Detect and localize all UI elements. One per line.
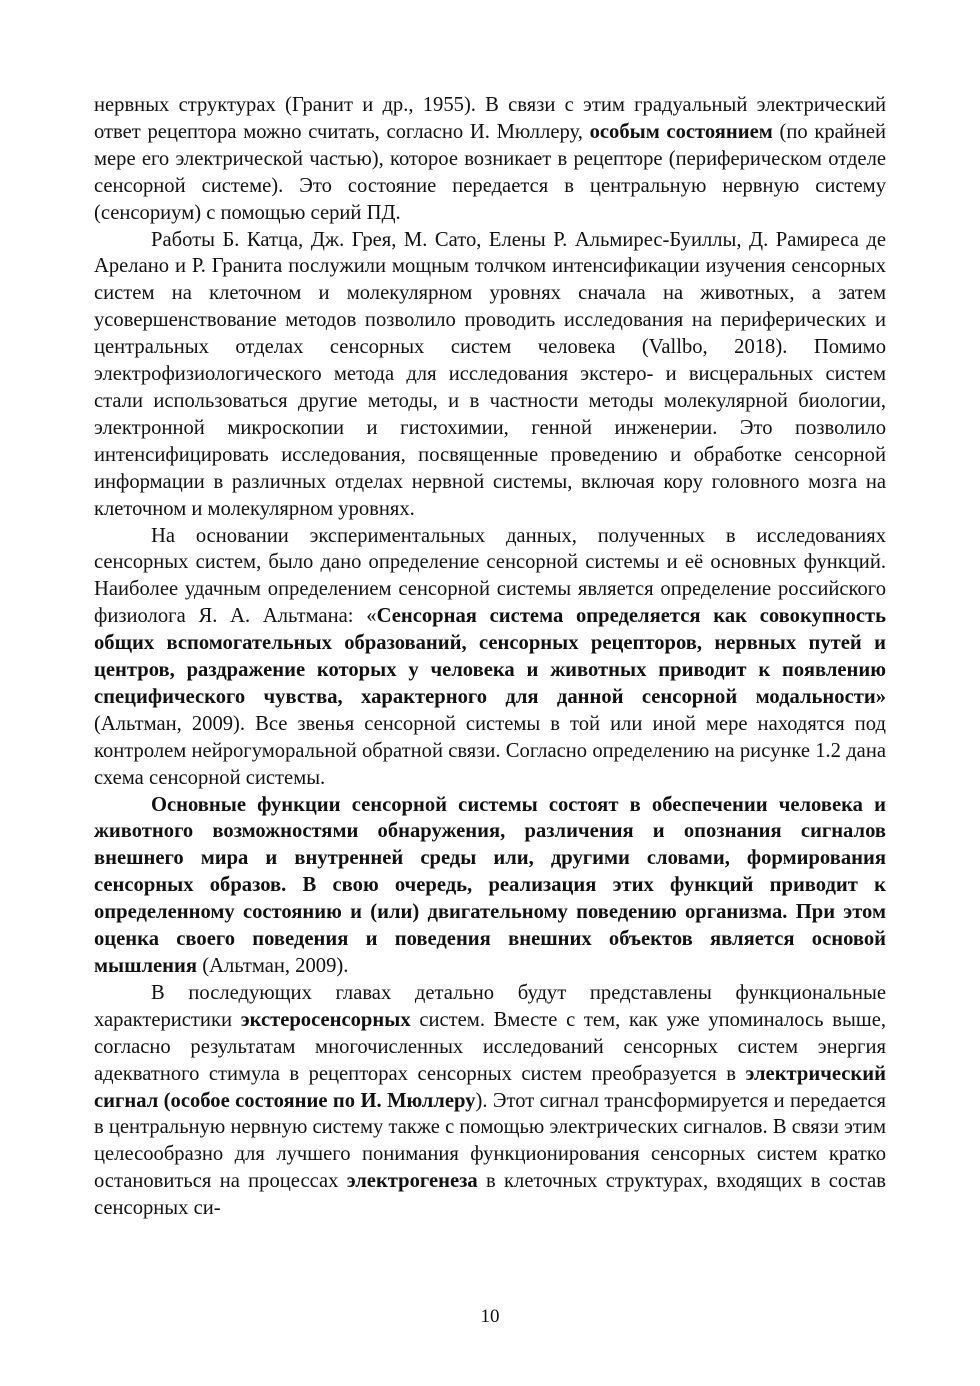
text-run: систем. Вместе с тем, как уже упоминалось выше, согласно результатам многочисленных исследований сенсорных систем энергия адекватного стимула в рецепторах сенсорных систем преобразуется в bbox=[94, 1008, 886, 1085]
page-number: 10 bbox=[480, 1306, 500, 1327]
bold-text-run: Основные функции сенсорной системы состоят в обеспечении человека и животного возможностями обнаружения, различения и опознания сигналов внешнего мира и внутренней среды или, другими словами, формирования сенсорных образов. В свою очередь, реализация этих функций приводит к определенному состоянию и (или) двигательному поведению организма. При этом оценка своего поведения и поведения внешних объектов является основой мышления bbox=[94, 793, 886, 977]
text-run: (Альтман, 2009). bbox=[197, 955, 349, 977]
paragraph-3 bbox=[94, 523, 886, 792]
text-run: Работы Б. Катца, Дж. Грея, М. Сато, Елены Р. Альмирес-Буиллы, Д. Рамиреса де Арелано и Р. Гранита послужили мощным толчком интенсификации изучения сенсорных систем на клеточном и молекулярном уровнях сначала на животных, а затем усовершенствование методов позволило проводить исследования на периферических и центральных отделах сенсорных систем человека (Vallbo, 2018). Помимо электрофизиологического метода для исследования экстеро- и висцеральных систем стали использоваться другие методы, и в частности методы молекулярной биологии, электронной микроскопии и гистохимии, генной инженерии. Это позволило интенсифицировать исследования, посвященные проведению и обработке сенсорной информации в различных отделах нервной системы, включая кору головного мозга на клеточном и молекулярном уровнях. bbox=[94, 228, 886, 520]
text-run: ). Этот сигнал трансформируется и передается в центральную нервную систему также с помощью электрических сигналов. В связи этим целесообразно для лучшего понимания функционирования сенсорных систем кратко остановиться на процессах bbox=[94, 1089, 886, 1193]
bold-text-run: особым состоянием bbox=[589, 120, 773, 143]
text-run: в клеточных структурах, входящих в состав сенсорных си- bbox=[94, 1170, 886, 1220]
page-body bbox=[94, 92, 886, 1222]
bold-text-run: электрический сигнал (особое состояние по И. Мюллеру bbox=[94, 1062, 886, 1112]
paragraph-1 bbox=[94, 92, 886, 227]
bold-text-run: Сенсорная система определяется как совокупность общих вспомогательных образований, сенсорных рецепторов, нервных путей и центров, раздражение которых у человека и животных приводит к появлению специфического чувства, характерного для данной сенсорной модальности» bbox=[94, 605, 886, 708]
text-run: На основании экспериментальных данных, полученных в исследованиях сенсорных систем, было дано определение сенсорной системы и её основных функций. Наиболее удачным определением сенсорной системы является определение российского физиолога Я. А. Альтмана: « bbox=[94, 524, 886, 628]
text-run: (по крайней мере его электрической частью), которое возникает в рецепторе (периферическом отделе сенсорной системе). Это состояние передается в центральную нервную систему (сенсориум) с помощью серий ПД. bbox=[94, 120, 887, 224]
paragraph-2 bbox=[94, 227, 886, 523]
text-run: (Альтман, 2009). Все звенья сенсорной системы в той или иной мере находятся под контролем нейрогуморальной обратной связи. Согласно определению на рисунке 1.2 дана схема сенсорной системы. bbox=[94, 712, 886, 789]
bold-text-run: экстеросенсорных bbox=[240, 1008, 411, 1031]
paragraph-5 bbox=[94, 980, 886, 1222]
text-run: В последующих главах детально будут представлены функциональные характеристики bbox=[94, 981, 886, 1031]
paragraph-4 bbox=[94, 792, 886, 980]
text-run: нервных структурах (Гранит и др., 1955). В связи с этим градуальный электрический ответ рецептора можно считать, согласно И. Мюллеру, bbox=[94, 94, 886, 143]
bold-text-run: электрогенеза bbox=[346, 1170, 478, 1193]
